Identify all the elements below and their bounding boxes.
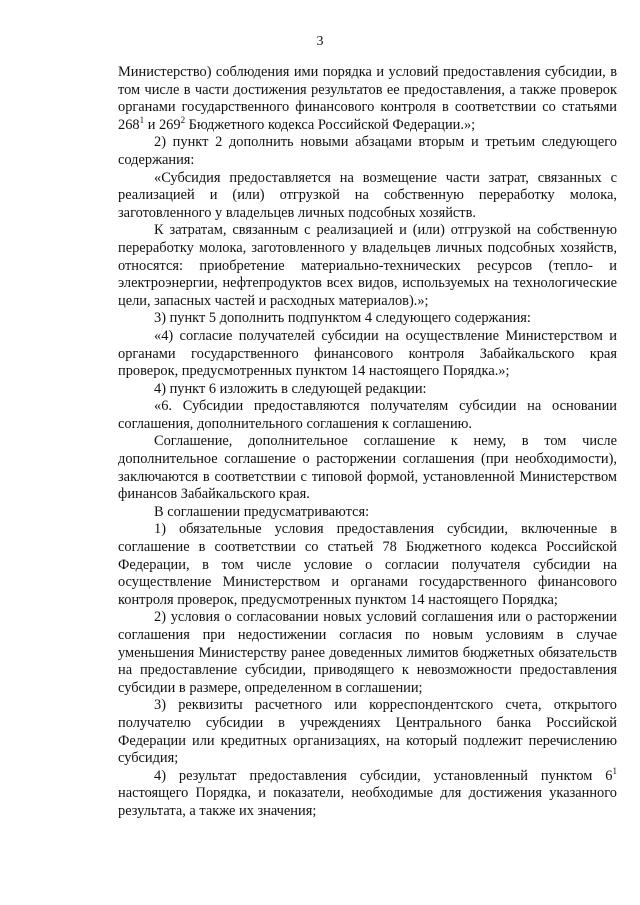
paragraph <box>118 433 617 503</box>
paragraph-text: 4) пункт 6 изложить в следующей редакции: <box>154 380 427 397</box>
paragraph-text: Бюджетного кодекса Российской Федерации.»; <box>185 116 476 133</box>
page-number: 3 <box>316 34 324 49</box>
superscript: 2 <box>180 114 186 125</box>
paragraph <box>118 504 617 522</box>
paragraph-text: 4) результат предоставления субсидии, установленный пунктом 6 <box>154 767 613 784</box>
paragraph-text: и 269 <box>144 116 181 133</box>
paragraph <box>118 609 617 697</box>
paragraph-text: 2) условия о согласовании новых условий соглашения или о расторжении соглашения при недостижении согласия по новым условиям в случае уменьшения Министерству ранее доведенных лимитов бюджетных обязательств на предоставление субсидии, приводящего к невозможности предоставления субсидии в размере, определенном в соглашении; <box>118 609 617 696</box>
paragraph <box>118 310 617 328</box>
paragraph-text: Министерство) соблюдения ими порядка и условий предоставления субсидии, в том числе в части достижения результатов ее предоставления, а также проверок органами государственного финансового контроля в соответствии со статьями 268 <box>118 64 617 133</box>
paragraph-text: Соглашение, дополнительное соглашение к нему, в том числе дополнительное соглашение о расторжении соглашения (при необходимости), заключаются в соответствии с типовой формой, установленной Министерством финансов Забайкальского края. <box>118 433 617 503</box>
paragraph-text: 3) реквизиты расчетного или корреспондентского счета, открытого получателю субсидии в учреждениях Центрального банка Российской Федерации или кредитных организациях, на который подлежит перечислению субсидия; <box>118 697 617 767</box>
paragraph <box>118 328 617 381</box>
superscript: 1 <box>612 765 617 776</box>
paragraph <box>118 521 617 609</box>
paragraph <box>118 398 617 433</box>
paragraph <box>118 170 617 223</box>
paragraph-text: настоящего Порядка, и показатели, необходимые для достижения указанного результата, а также их значения; <box>118 785 617 819</box>
paragraph-text: «Субсидия предоставляется на возмещение части затрат, связанных с реализацией и (или) отгрузкой на собственную переработку молока, заготовленного у владельцев личных подсобных хозяйств. <box>118 169 617 221</box>
paragraph-text: «4) согласие получателей субсидии на осуществление Министерством и органами государственного финансового контроля Забайкальского края проверок, предусмотренных пунктом 14 настоящего Порядка.»; <box>118 327 617 380</box>
superscript: 1 <box>139 114 145 125</box>
paragraph-text: 2) пункт 2 дополнить новыми абзацами вторым и третьим следующего содержания: <box>118 134 617 168</box>
paragraph-text: «6. Субсидии предоставляются получателям субсидии на основании соглашения, дополнительного соглашения к соглашению. <box>118 398 617 432</box>
paragraph <box>118 134 617 169</box>
paragraph-text: 1) обязательные условия предоставления субсидии, включенные в соглашение в соответствии со статьей 78 Бюджетного кодекса Российской Федерации, в том числе условие о согласии получателя субсидии на осуществление Министерством и органами государственного финансового контроля проверок, предусмотренных пунктом 14 настоящего Порядка; <box>118 521 617 608</box>
paragraph <box>118 222 617 310</box>
paragraph-text: К затратам, связанным с реализацией и (или) отгрузкой на собственную переработку молока, заготовленного у владельцев личных подсобных хозяйств, относятся: приобретение материально-технических ресурсов (тепло- и электроэнергии, нефтепродуктов всех видов, используемых на технологические цели, запасных частей и расходных материалов).»; <box>118 222 617 309</box>
paragraph <box>118 381 617 399</box>
paragraph <box>118 64 617 134</box>
paragraph <box>118 697 617 767</box>
document-body <box>118 64 617 821</box>
paragraph-text: В соглашении предусматриваются: <box>154 503 370 520</box>
paragraph <box>118 765 617 821</box>
paragraph-text: 3) пункт 5 дополнить подпунктом 4 следующего содержания: <box>154 310 531 327</box>
